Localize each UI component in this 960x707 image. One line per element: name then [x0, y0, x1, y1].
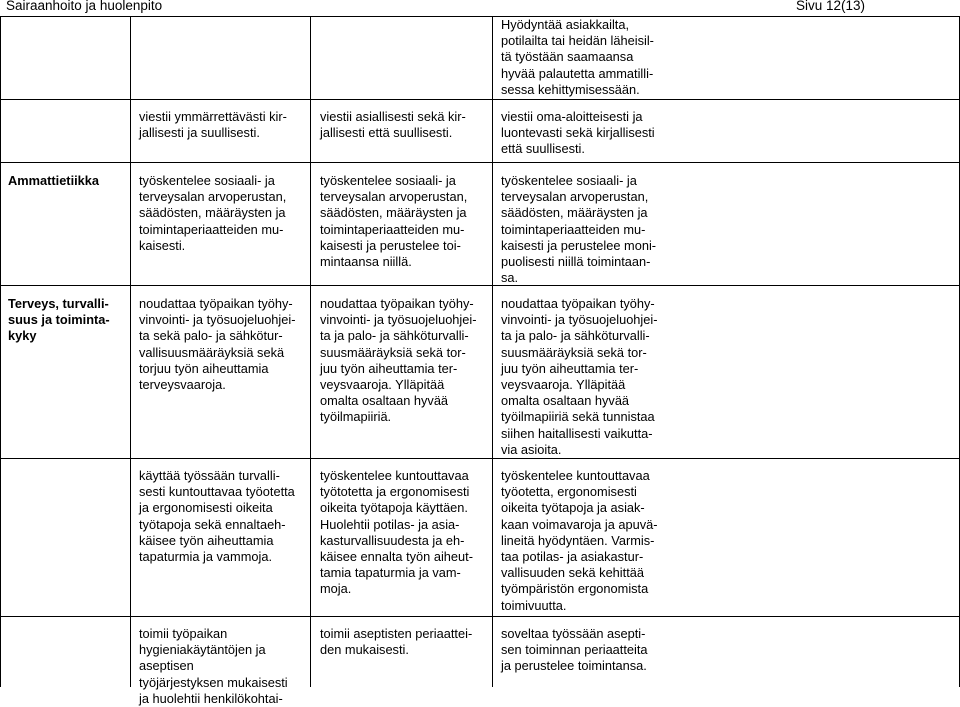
table-cell: viestii ymmärrettävästi kir- jallisesti ja suullisesti. — [139, 109, 287, 141]
table-cell: työskentelee sosiaali- ja terveysalan arvoperustan, säädösten, määräysten ja toimintaperiaatteiden mu- kaisesti ja perustelee toi- mintaansa niillä. — [320, 173, 468, 270]
table-cell: työskentelee kuntouttavaa työtotetta ja ergonomisesti oikeita työtapoja käyttäen. Huolehtii potilas- ja asia- kasturvallisuudesta ja eh- käisee ennalta työn aiheut- tamia tapaturmia ja vam- moja. — [320, 468, 473, 597]
column-divider — [130, 16, 131, 687]
row-divider — [0, 616, 960, 617]
table-cell: noudattaa työpaikan työhy- vinvointi- ja työsuojeluohjei- ta ja palo- ja sähköturvalli- suusmääräyksiä sekä tor- juu työn aiheuttamia ter- veysvaaroja. Ylläpitää omalta osaltaan hyvää työilmapiiriä. — [320, 296, 477, 425]
header-rule — [0, 16, 960, 17]
table-cell: käyttää työssään turvalli- sesti kuntouttavaa työotetta ja ergonomisesti oikeita työtapoja sekä ennaltaeh- käisee työn aiheuttamia tapaturmia ja vammoja. — [139, 468, 295, 565]
table-cell: noudattaa työpaikan työhy- vinvointi- ja työsuojeluohjei- ta ja palo- ja sähköturvalli- suusmääräyksiä sekä tor- juu työn aiheuttamia ter- veysvaaroja. Ylläpitää omalta osaltaan hyvää työilmapiiriä sekä tunnistaa siihen haitallisesti vaikutta- via asioita. — [501, 296, 658, 457]
document-title: Sairaanhoito ja huolenpito — [6, 0, 163, 13]
table-cell: soveltaa työssään asepti- sen toiminnan periaatteita ja perustelee toimintansa. — [501, 626, 648, 674]
page-header — [0, 0, 960, 16]
column-divider — [310, 16, 311, 687]
table-border-left — [0, 16, 1, 687]
row-divider — [0, 458, 960, 459]
table-cell: viestii asiallisesti sekä kir- jallisesti että suullisesti. — [320, 109, 466, 141]
table-cell: toimii aseptisten periaattei- den mukaisesti. — [320, 626, 473, 658]
table-cell: työskentelee sosiaali- ja terveysalan arvoperustan, säädösten, määräysten ja toimintaperiaatteiden mu- kaisesti ja perustelee moni- puolisesti niillä toimintaan- sa. — [501, 173, 657, 286]
table-cell: Hyödyntää asiakkailta, potilailta tai heidän läheisil- tä työstään saamaansa hyvää palautetta ammatilli- sessa kehittymisessään. — [501, 17, 654, 97]
row-divider — [0, 99, 960, 100]
table-cell: noudattaa työpaikan työhy- vinvointi- ja työsuojeluohjei- ta sekä palo- ja sähkötur- vallisuusmääräyksiä sekä torjuu työn aiheuttamia terveysvaaroja. — [139, 296, 296, 393]
table-cell: toimii työpaikan hygieniakäytäntöjen ja aseptisen työjärjestyksen mukaisesti ja huolehtii henkilökohtai- — [139, 626, 288, 706]
table-cell: työskentelee sosiaali- ja terveysalan arvoperustan, säädösten, määräysten ja toimintaperiaatteiden mu- kaisesti. — [139, 173, 287, 253]
table-cell: viestii oma-aloitteisesti ja luontevasti sekä kirjallisesti että suullisesti. — [501, 109, 655, 157]
row-divider — [0, 162, 960, 163]
table-cell: työskentelee kuntouttavaa työotetta, ergonomisesti oikeita työtapoja ja asiak- kaan voimavaroja ja apuvä- lineitä hyödyntäen. Varmis- taa potilas- ja asiakastur- vallisuuden sekä kehittää työmpäristön ergonomista toimivuutta. — [501, 468, 658, 613]
page-number: Sivu 12(13) — [795, 0, 865, 13]
row-divider — [0, 285, 960, 286]
row-label: Terveys, turvalli- suus ja toiminta- kyky — [8, 296, 110, 344]
column-divider — [492, 16, 493, 687]
row-label: Ammattietiikka — [8, 173, 100, 188]
